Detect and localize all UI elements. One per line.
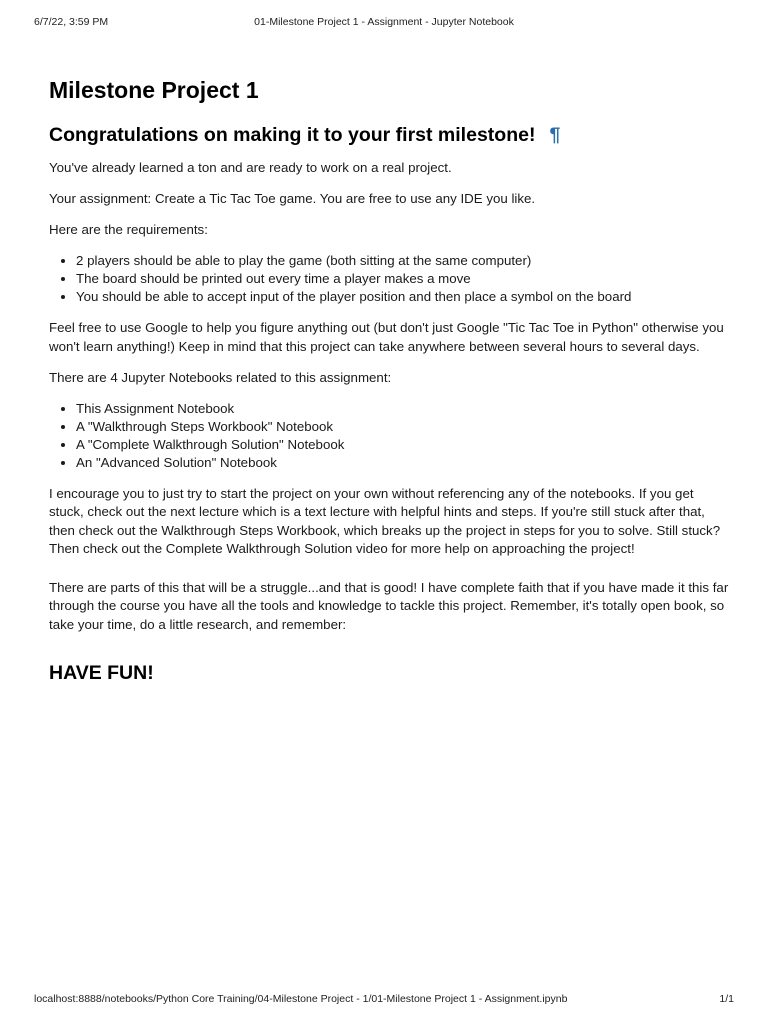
print-date: 6/7/22, 3:59 PM <box>34 16 109 28</box>
section-heading <box>49 122 729 148</box>
intro-paragraph: You've already learned a ton and are ready to work on a real project. <box>49 160 452 175</box>
closing-heading: HAVE FUN! <box>49 662 154 685</box>
anchor-link-icon[interactable]: ¶ <box>549 124 561 146</box>
page-title: Milestone Project 1 <box>49 77 259 103</box>
list-item: • An "Advanced Solution" Notebook <box>76 454 729 472</box>
list-item: • A "Complete Walkthrough Solution" Notebook <box>76 436 729 454</box>
list-item: • You should be able to accept input of the player position and then place a symbol on the board <box>76 288 729 306</box>
section-heading-text: Congratulations on making it to your first milestone! <box>49 124 536 146</box>
print-title: 01-Milestone Project 1 - Assignment - Jupyter Notebook <box>254 16 514 28</box>
print-footer <box>34 993 734 1007</box>
struggle-paragraph: There are parts of this that will be a struggle...and that is good! I have complete faith that if you have made it this far through the course you have all the tools and knowledge to tackle this project. Remember, it's totally open book, so take your time, do a little research, and remember: <box>49 579 729 632</box>
list-item: • This Assignment Notebook <box>76 400 729 418</box>
notebooks-list <box>49 400 729 473</box>
notebooks-heading: There are 4 Jupyter Notebooks related to this assignment: <box>49 369 392 385</box>
list-item: • The board should be printed out every time a player makes a move <box>76 270 729 288</box>
requirements-heading: Here are the requirements: <box>49 222 208 237</box>
google-note-paragraph: Feel free to use Google to help you figure anything out (but don't just Google "Tic Tac Toe in Python" otherwise you won't learn anything!) Keep in mind that this project can take anywhere between several hours to several days. <box>49 320 724 354</box>
encourage-paragraph: I encourage you to just try to start the project on your own without referencing any of the notebooks. If you get stuck, check out the next lecture which is a text lecture with helpful hints and steps. If you're still stuck after that, then check out the Walkthrough Steps Workbook, which breaks up the project in steps for you to solve. Still stuck? Then check out the Complete Walkthrough Solution video for more help on approaching the project! <box>49 485 721 557</box>
page-number: 1/1 <box>719 993 734 1005</box>
print-url: localhost:8888/notebooks/Python Core Training/04-Milestone Project - 1/01-Milestone Project 1 - Assignment.ipynb <box>34 993 568 1005</box>
notebook-content <box>49 74 729 686</box>
assignment-paragraph: Your assignment: Create a Tic Tac Toe game. You are free to use any IDE you like. <box>49 191 536 206</box>
print-header <box>34 16 734 30</box>
list-item: • 2 players should be able to play the game (both sitting at the same computer) <box>76 252 729 270</box>
requirements-list <box>49 252 729 307</box>
list-item: • A "Walkthrough Steps Workbook" Notebook <box>76 418 729 436</box>
